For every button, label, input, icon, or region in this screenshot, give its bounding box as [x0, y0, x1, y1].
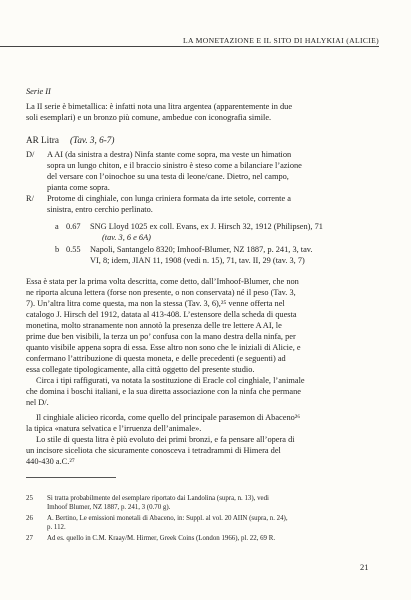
specimen-weight: 0.55 [66, 245, 81, 254]
footnote-rule [26, 477, 116, 478]
running-header [0, 0, 379, 47]
section-title: Serie II [26, 87, 51, 96]
footnote-number: 26 [26, 515, 33, 522]
litra-label: AR Litra [26, 135, 59, 145]
litra-plate-ref: (Tav. 3, 6-7) [70, 135, 115, 145]
book-page: LA MONETAZIONE E IL SITO DI HALYKIAI (ALICIE) Serie II La II serie è bimetallica: è infatti nota una litra argentea (apparentemente in due soli esemplari) e un bronzo più comune, ambedue con iconografia simile. AR Litra (Tav. 3, 6-7) D/ A AI (da sinistra a destra) Ninfa stante come sopra, ma veste un himation sopra un lungo chiton, e il braccio sinistro è steso come a bilanciare l’azione del versare con l’oinochoe su una testa di leone/cane. Dietro, nel campo, pianta come sopra. R/ Protome di cinghiale, con lunga criniera formata da irte setole, corrente a sinistra, entro cerchio perlinato. a 0.67 SNG Lloyd 1025 ex coll. Evans, ex J. Hirsch 32, 1912 (Philipsen), 71 (tav. 3, 6 e 6A) b 0.55 Napoli, Santangelo 8320; Imhoof-Blumer, NZ 1887, p. 241, 3, tav. VI, 8; idem, JIAN 11, 1908 (vedi n. 15), 71, tav. II, 29 (tav. 3, 7) Essa è stata per la prima volta descritta, come detto, dall’Imhoof-Blumer, che non ne riporta alcuna lettera (forse non presente, o non conservata) né il peso (Tav. 3, 7). Un’altra litra come questa, ma non la stessa (Tav. 3, 6),²⁵ venne offerta nel catalogo J. Hirsch del 1912, datata al 413-408. L’estensore della scheda di questa monetina, molto stranamente non annotò la presenza delle tre lettere A AI, le prime due ben visibili, la terza un po’ confusa con la mano destra della ninfa, per quanto visibile appena sopra di essa. Esse altro non sono che le iniziali di Alicie, e confermano l’attribuzione di questa moneta, e delle precedenti (e seguenti) ad essa collegate tipologicamente, alla città oggetto del presente studio. Circa i tipi raffigurati, va notata la sostituzione di Eracle col cinghiale, l’animale che domina i boschi italiani, e la sua diretta associazione con la ninfa che permane nel D/. Il cinghiale alicieo ricorda, come quello del principale parasemon di Abaceno²⁶ la tipica «natura selvatica e l’irruenza dell’animale». Lo stile di questa litra è più evoluto dei primi bronzi, e fa pensare all’opera di un incisore siceliota che sicuramente conosceva i tetradrammi di Himera del 440-430 a.C.²⁷ 25 Si tratta probabilmente del esemplare riportato dai Landolina (supra, n. 13), vedi Imhoof Blumer, NZ 1887, p. 241, 3 (0.70 g). 26 A. Bertino, Le emissioni monetali di Abaceno, in: Suppl. al vol. 20 AIIN (supra, n. 24), p. 112. 27 Ad es. quello in C.M. Kraay/M. Hirmer, Greek Coins (London 1966), pl. 22, 69 R. 21 [0, 0, 411, 600]
reverse-marker: R/ [26, 194, 34, 203]
specimen-letter: b [55, 245, 60, 254]
footnote-number: 27 [26, 535, 33, 542]
specimen-weight: 0.67 [66, 222, 81, 231]
running-head-title: LA MONETAZIONE E IL SITO DI HALYKIAI (ALICIE) [183, 36, 379, 45]
page-number: 21 [360, 562, 369, 572]
specimen-letter: a [55, 222, 59, 231]
obverse-marker: D/ [26, 150, 35, 159]
footnote-number: 25 [26, 495, 33, 502]
